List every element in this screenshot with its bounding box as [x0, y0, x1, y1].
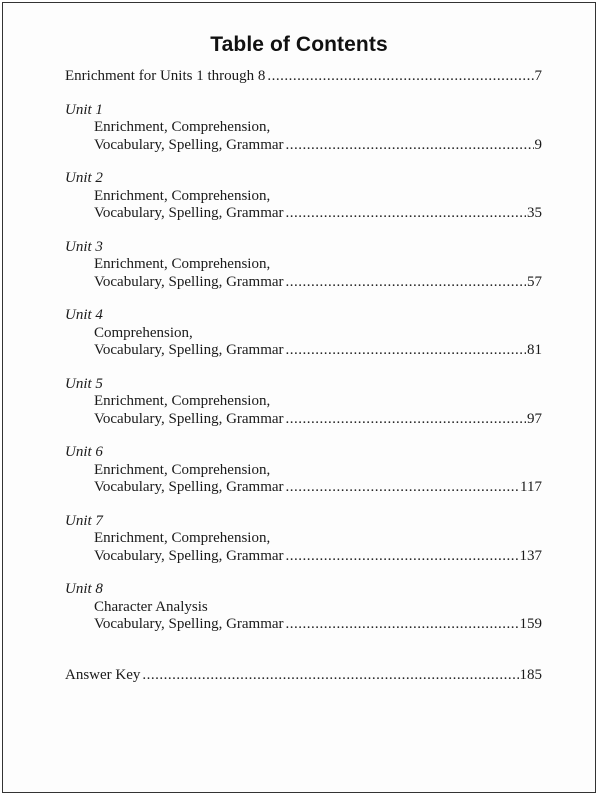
toc-page-number: 57: [527, 273, 542, 290]
unit-label: Unit 5: [65, 375, 103, 392]
dot-leader: [142, 667, 518, 685]
toc-entry-text: Vocabulary, Spelling, Grammar: [94, 273, 284, 290]
toc-entry-text: Vocabulary, Spelling, Grammar: [94, 205, 284, 221]
dot-leader: [286, 479, 520, 497]
toc-entry-text: Vocabulary, Spelling, Grammar: [94, 136, 284, 153]
toc-entry-enrichment: [65, 68, 542, 86]
toc-unit-5: [65, 376, 542, 429]
dot-leader: [286, 205, 526, 223]
unit-label: Unit 1: [65, 101, 103, 118]
toc-entry-answer-key: [65, 667, 542, 685]
toc-unit-line: [65, 205, 542, 223]
toc-unit-6: [65, 444, 542, 497]
toc-unit-1: [65, 102, 542, 155]
toc-entry-text: Vocabulary, Spelling, Grammar: [94, 547, 284, 564]
toc-unit-line: [65, 548, 542, 566]
dot-leader: [286, 342, 526, 360]
toc-unit-line: [65, 325, 542, 343]
dot-leader: [286, 137, 534, 155]
toc-unit-line: [65, 599, 542, 617]
toc-page-number: 159: [519, 616, 542, 632]
toc-entry-text: Enrichment for Units 1 through 8: [65, 68, 266, 84]
toc-page-number: 81: [527, 342, 542, 358]
toc-entry-text: Answer Key: [65, 666, 141, 683]
dot-leader: [286, 411, 526, 429]
unit-label: Unit 3: [65, 238, 103, 255]
toc-unit-line: [65, 342, 542, 360]
toc-page-number: 35: [527, 205, 542, 221]
toc-entry-text: Enrichment, Comprehension,: [94, 119, 271, 135]
toc-unit-4: [65, 307, 542, 360]
toc-unit-line: [65, 530, 542, 548]
toc-unit-line: [65, 119, 542, 137]
dot-leader: [286, 548, 519, 566]
toc-entry-text: Vocabulary, Spelling, Grammar: [94, 616, 284, 632]
toc-unit-line: [65, 188, 542, 206]
toc-unit-line: [65, 616, 542, 634]
toc-entry-text: Enrichment, Comprehension,: [94, 530, 271, 546]
toc-entry-text: Comprehension,: [94, 324, 193, 341]
toc-unit-line: [65, 462, 542, 480]
toc-page-number: 117: [520, 479, 542, 495]
dot-leader: [286, 616, 519, 634]
toc-unit-7: [65, 513, 542, 566]
toc-unit-2: [65, 170, 542, 223]
toc-page-number: 185: [519, 666, 542, 683]
unit-label: Unit 2: [65, 170, 103, 186]
toc-page-number: 7: [534, 68, 542, 84]
toc-entry-text: Enrichment, Comprehension,: [94, 393, 271, 409]
toc-entry-text: Enrichment, Comprehension,: [94, 461, 271, 478]
toc-page-number: 9: [534, 136, 542, 153]
toc-entry-text: Vocabulary, Spelling, Grammar: [94, 479, 284, 495]
toc-unit-line: [65, 256, 542, 274]
toc-unit-line: [65, 479, 542, 497]
toc-entry-text: Character Analysis: [94, 598, 208, 615]
toc-entry-text: Enrichment, Comprehension,: [94, 256, 271, 272]
unit-label: Unit 4: [65, 307, 103, 323]
toc-unit-3: [65, 239, 542, 292]
dot-leader: [286, 274, 526, 292]
toc-entry-text: Vocabulary, Spelling, Grammar: [94, 342, 284, 358]
dot-leader: [267, 68, 533, 86]
unit-label: Unit 7: [65, 512, 103, 529]
unit-label: Unit 8: [65, 581, 103, 597]
document-page: [2, 2, 596, 793]
toc-page-number: 97: [527, 410, 542, 427]
toc-page-number: 137: [519, 547, 542, 564]
toc-unit-line: [65, 274, 542, 292]
page-title: Table of Contents: [210, 33, 388, 56]
toc-unit-line: [65, 137, 542, 155]
toc-entry-text: Vocabulary, Spelling, Grammar: [94, 410, 284, 427]
toc-unit-line: [65, 411, 542, 429]
toc-entry-text: Enrichment, Comprehension,: [94, 187, 271, 204]
table-of-contents: [65, 68, 542, 684]
toc-unit-line: [65, 393, 542, 411]
unit-label: Unit 6: [65, 444, 103, 460]
toc-unit-8: [65, 581, 542, 634]
